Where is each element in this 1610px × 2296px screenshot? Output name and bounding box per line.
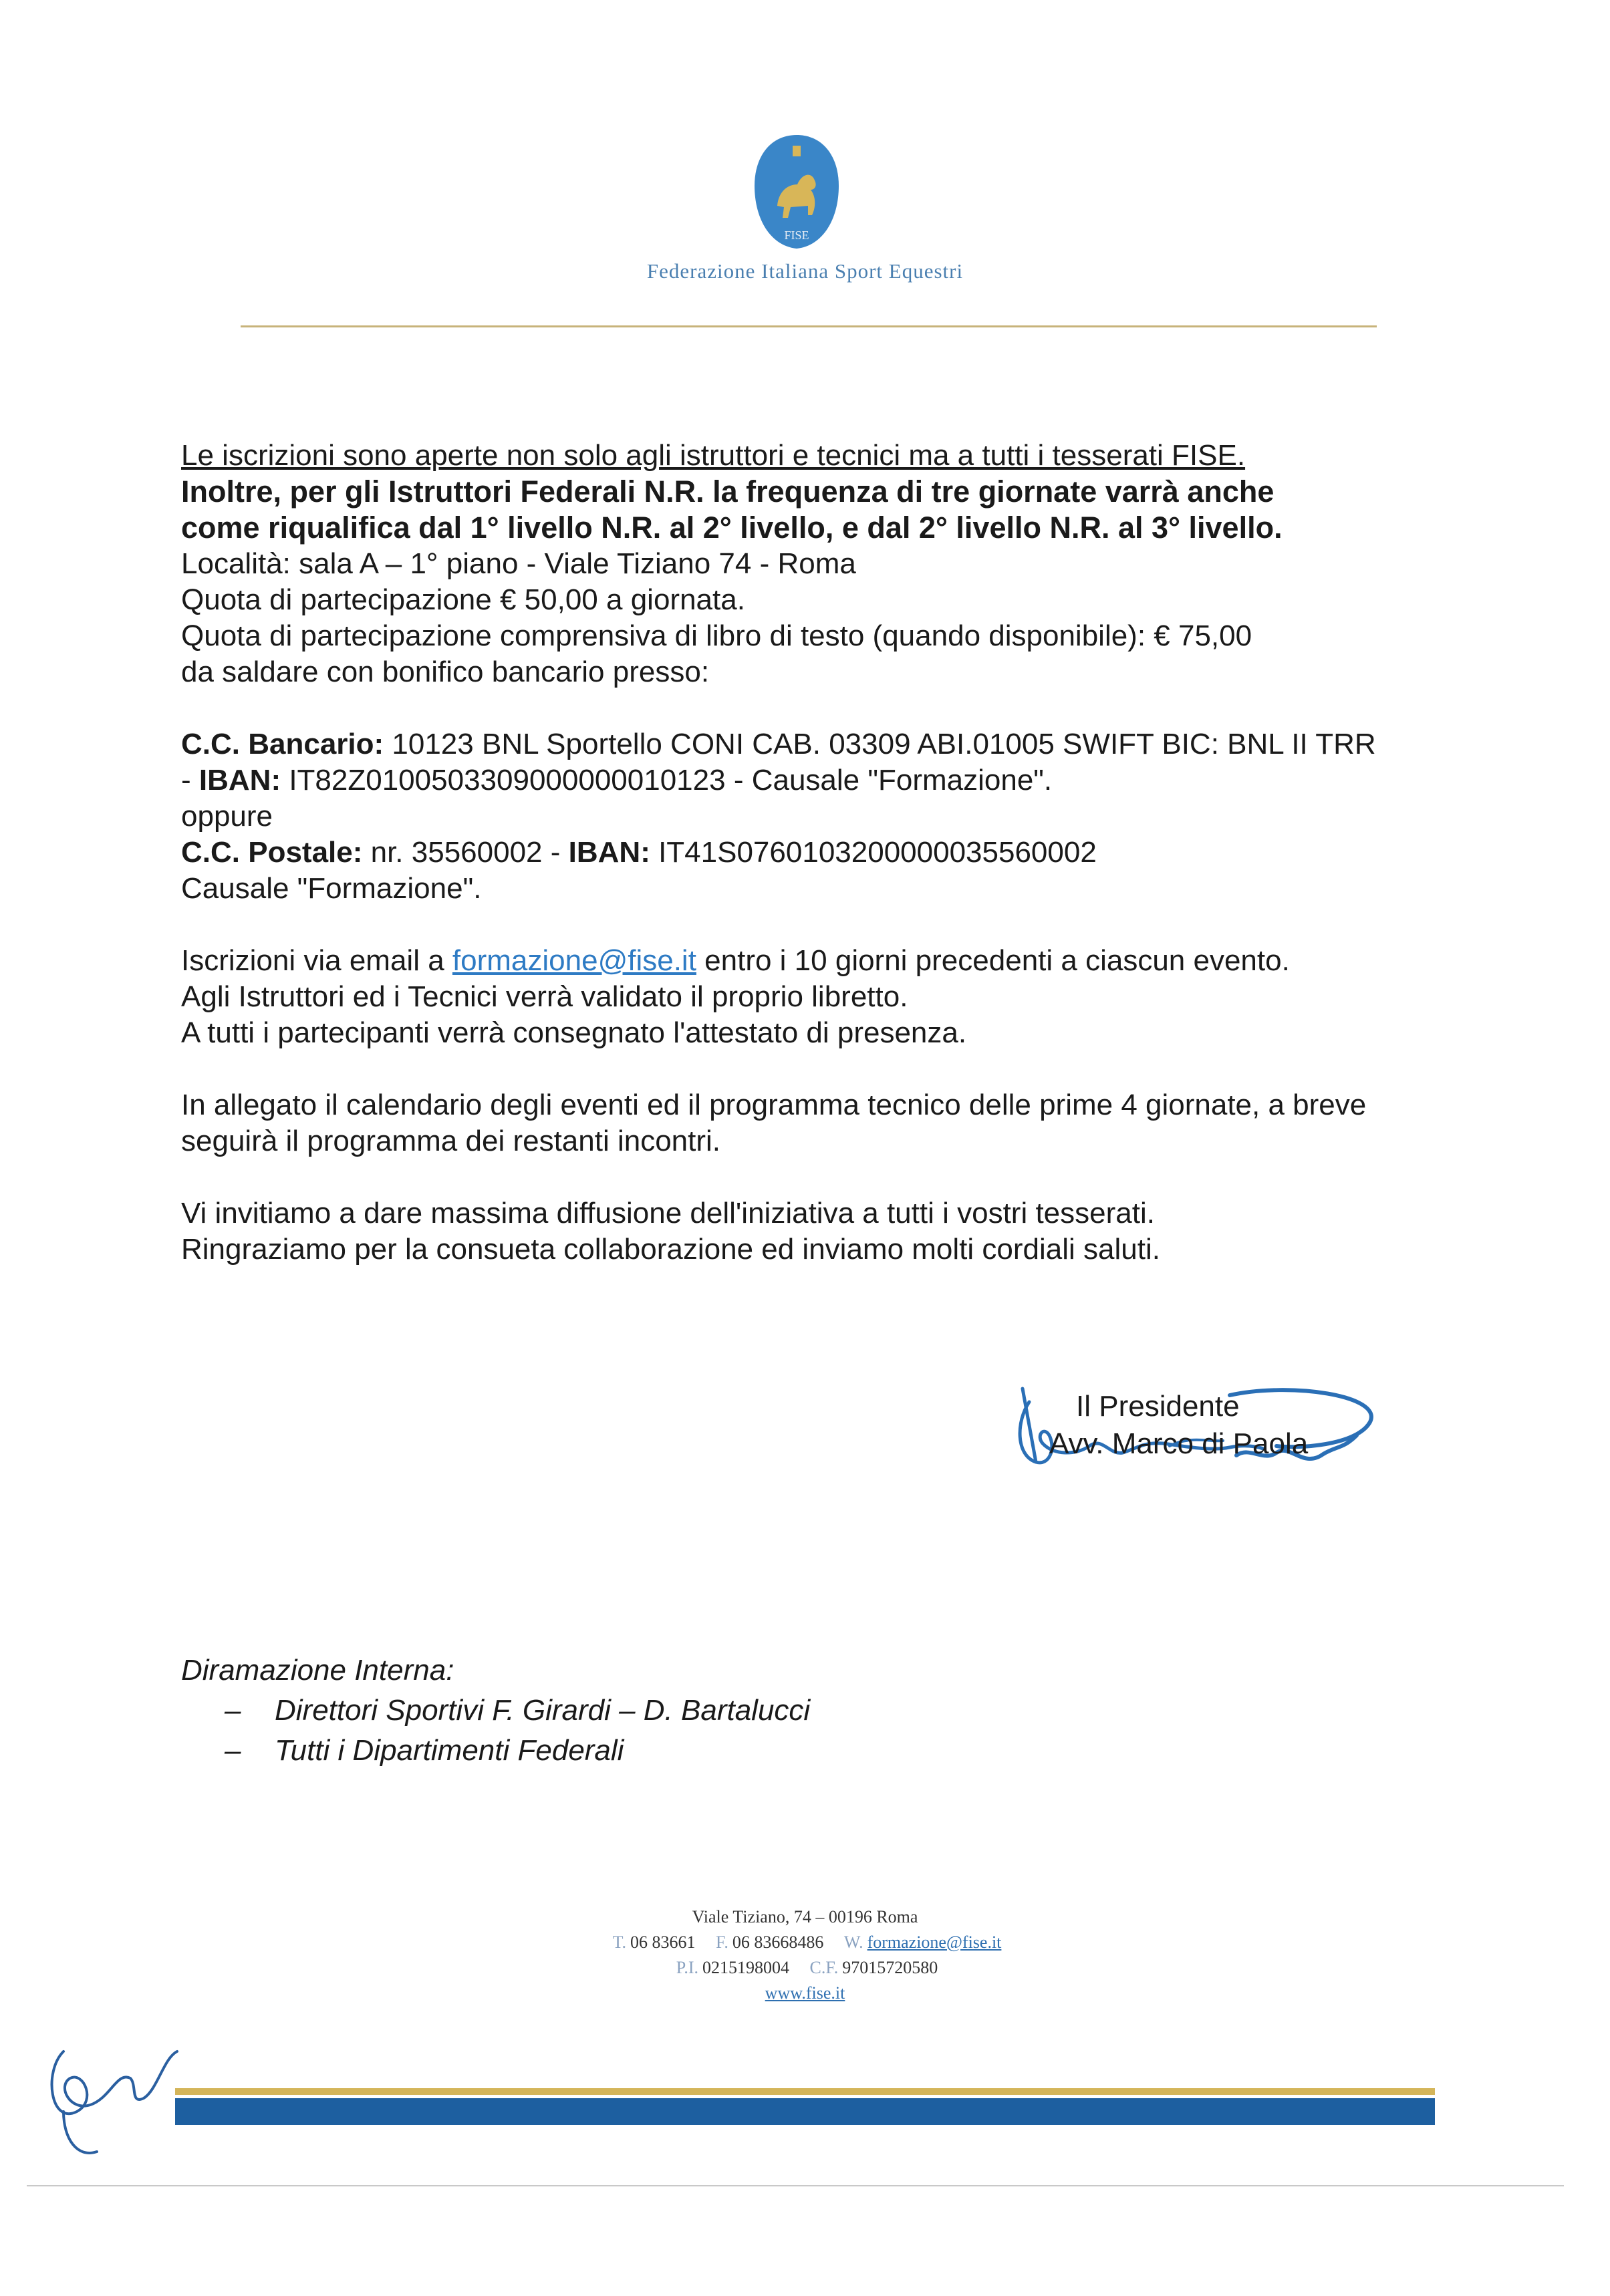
cc-bancario-value: 10123 BNL Sportello CONI CAB. 03309 ABI.01005 SWIFT BIC: BNL II TRR: [384, 728, 1376, 760]
cc-postale-mid: nr. 35560002 -: [362, 836, 569, 869]
footer-blue-bar: [175, 2098, 1435, 2125]
causale-2: Causale "Formazione".: [181, 872, 482, 905]
location-line: Località: sala A – 1° piano - Viale Tiziano 74 - Roma: [181, 547, 856, 580]
footer-cf: 97015720580: [842, 1958, 938, 1977]
signature-block: [1009, 1382, 1383, 1489]
allegato-line-1: In allegato il calendario degli eventi ed il programma tecnico delle prime 4 giornate, a breve: [181, 1089, 1367, 1121]
distribution-item: – Tutti i Dipartimenti Federali: [181, 1731, 810, 1771]
saluti-line: Ringraziamo per la consueta collaborazione ed inviamo molti cordiali saluti.: [181, 1233, 1160, 1266]
libretto-line: Agli Istruttori ed i Tecnici verrà validato il proprio libretto.: [181, 980, 908, 1013]
page-bottom-rule: [27, 2185, 1564, 2186]
dash-bullet: –: [225, 1694, 241, 1727]
iban1-value: IT82Z0100503309000000010123 - Causale "Formazione".: [281, 764, 1053, 797]
letter-body: [181, 438, 1451, 1268]
iban1-label: IBAN:: [198, 764, 281, 797]
footer-address: Viale Tiziano, 74 – 00196 Roma: [692, 1907, 918, 1926]
distribution-heading: Diramazione Interna:: [181, 1654, 454, 1687]
fee-daily: Quota di partecipazione € 50,00 a giornata.: [181, 583, 745, 616]
email-post: entro i 10 giorni precedenti a ciascun evento.: [696, 944, 1290, 977]
signature-title: Il Presidente: [1076, 1390, 1240, 1423]
iban2-label: IBAN:: [568, 836, 650, 869]
intro-line: Le iscrizioni sono aperte non solo agli istruttori e tecnici ma a tutti i tesserati FISE.: [181, 439, 1246, 472]
bold-line-2: come riqualifica dal 1° livello N.R. al 2° livello, e dal 2° livello N.R. al 3° livello.: [181, 511, 1283, 545]
svg-text:FISE: FISE: [784, 229, 809, 242]
cc-postale-line: [181, 835, 1451, 871]
footer: [0, 1904, 1610, 2006]
footer-piva: 0215198004: [702, 1958, 789, 1977]
allegato-line-2: seguirà il programma dei restanti incontri.: [181, 1125, 721, 1157]
email-pre: Iscrizioni via email a: [181, 944, 452, 977]
footer-fiscal: P.I. 0215198004 C.F. 97015720580: [676, 1958, 938, 1977]
footer-phone: 06 83661: [630, 1932, 696, 1952]
header-divider: [241, 325, 1377, 327]
bold-line-1: Inoltre, per gli Istruttori Federali N.R. la frequenza di tre giornate varrà anche: [181, 474, 1274, 509]
footer-gold-bar: [175, 2088, 1435, 2095]
payment-intro: da saldare con bonifico bancario presso:: [181, 656, 710, 688]
cc-bancario-label: C.C. Bancario:: [181, 728, 384, 760]
iban2-value: IT41S0760103200000035560002: [650, 836, 1097, 869]
footer-fax: 06 83668486: [732, 1932, 824, 1952]
oppure-text: oppure: [181, 800, 273, 833]
fise-logo: [751, 132, 843, 251]
attestato-line: A tutti i partecipanti verrà consegnato l'attestato di presenza.: [181, 1016, 967, 1049]
distribution-item: – Direttori Sportivi F. Girardi – D. Bartalucci: [181, 1691, 810, 1731]
cc-postale-label: C.C. Postale:: [181, 836, 363, 869]
signature-name: Avv. Marco di Paola: [1049, 1427, 1309, 1460]
invito-line: Vi invitiamo a dare massima diffusione dell'iniziativa a tutti i vostri tesserati.: [181, 1197, 1155, 1230]
handwritten-initials: [37, 2031, 197, 2165]
distribution-list: [181, 1651, 810, 1771]
email-line: [181, 943, 1451, 979]
email-link[interactable]: formazione@fise.it: [452, 944, 696, 977]
dash-bullet: –: [225, 1734, 241, 1767]
cc-bancario-line: [181, 726, 1451, 762]
footer-email-link[interactable]: formazione@fise.it: [867, 1932, 1002, 1952]
fee-with-book: Quota di partecipazione comprensiva di libro di testo (quando disponibile): € 75,00: [181, 619, 1252, 652]
footer-contacts: T. 06 83661 F. 06 83668486 W. formazione@fise.it: [612, 1932, 1002, 1952]
iban1-prefix: -: [181, 764, 199, 797]
footer-website-link[interactable]: www.fise.it: [765, 1983, 845, 2003]
org-name: Federazione Italiana Sport Equestri: [646, 259, 964, 283]
iban1-line: [181, 762, 1451, 799]
